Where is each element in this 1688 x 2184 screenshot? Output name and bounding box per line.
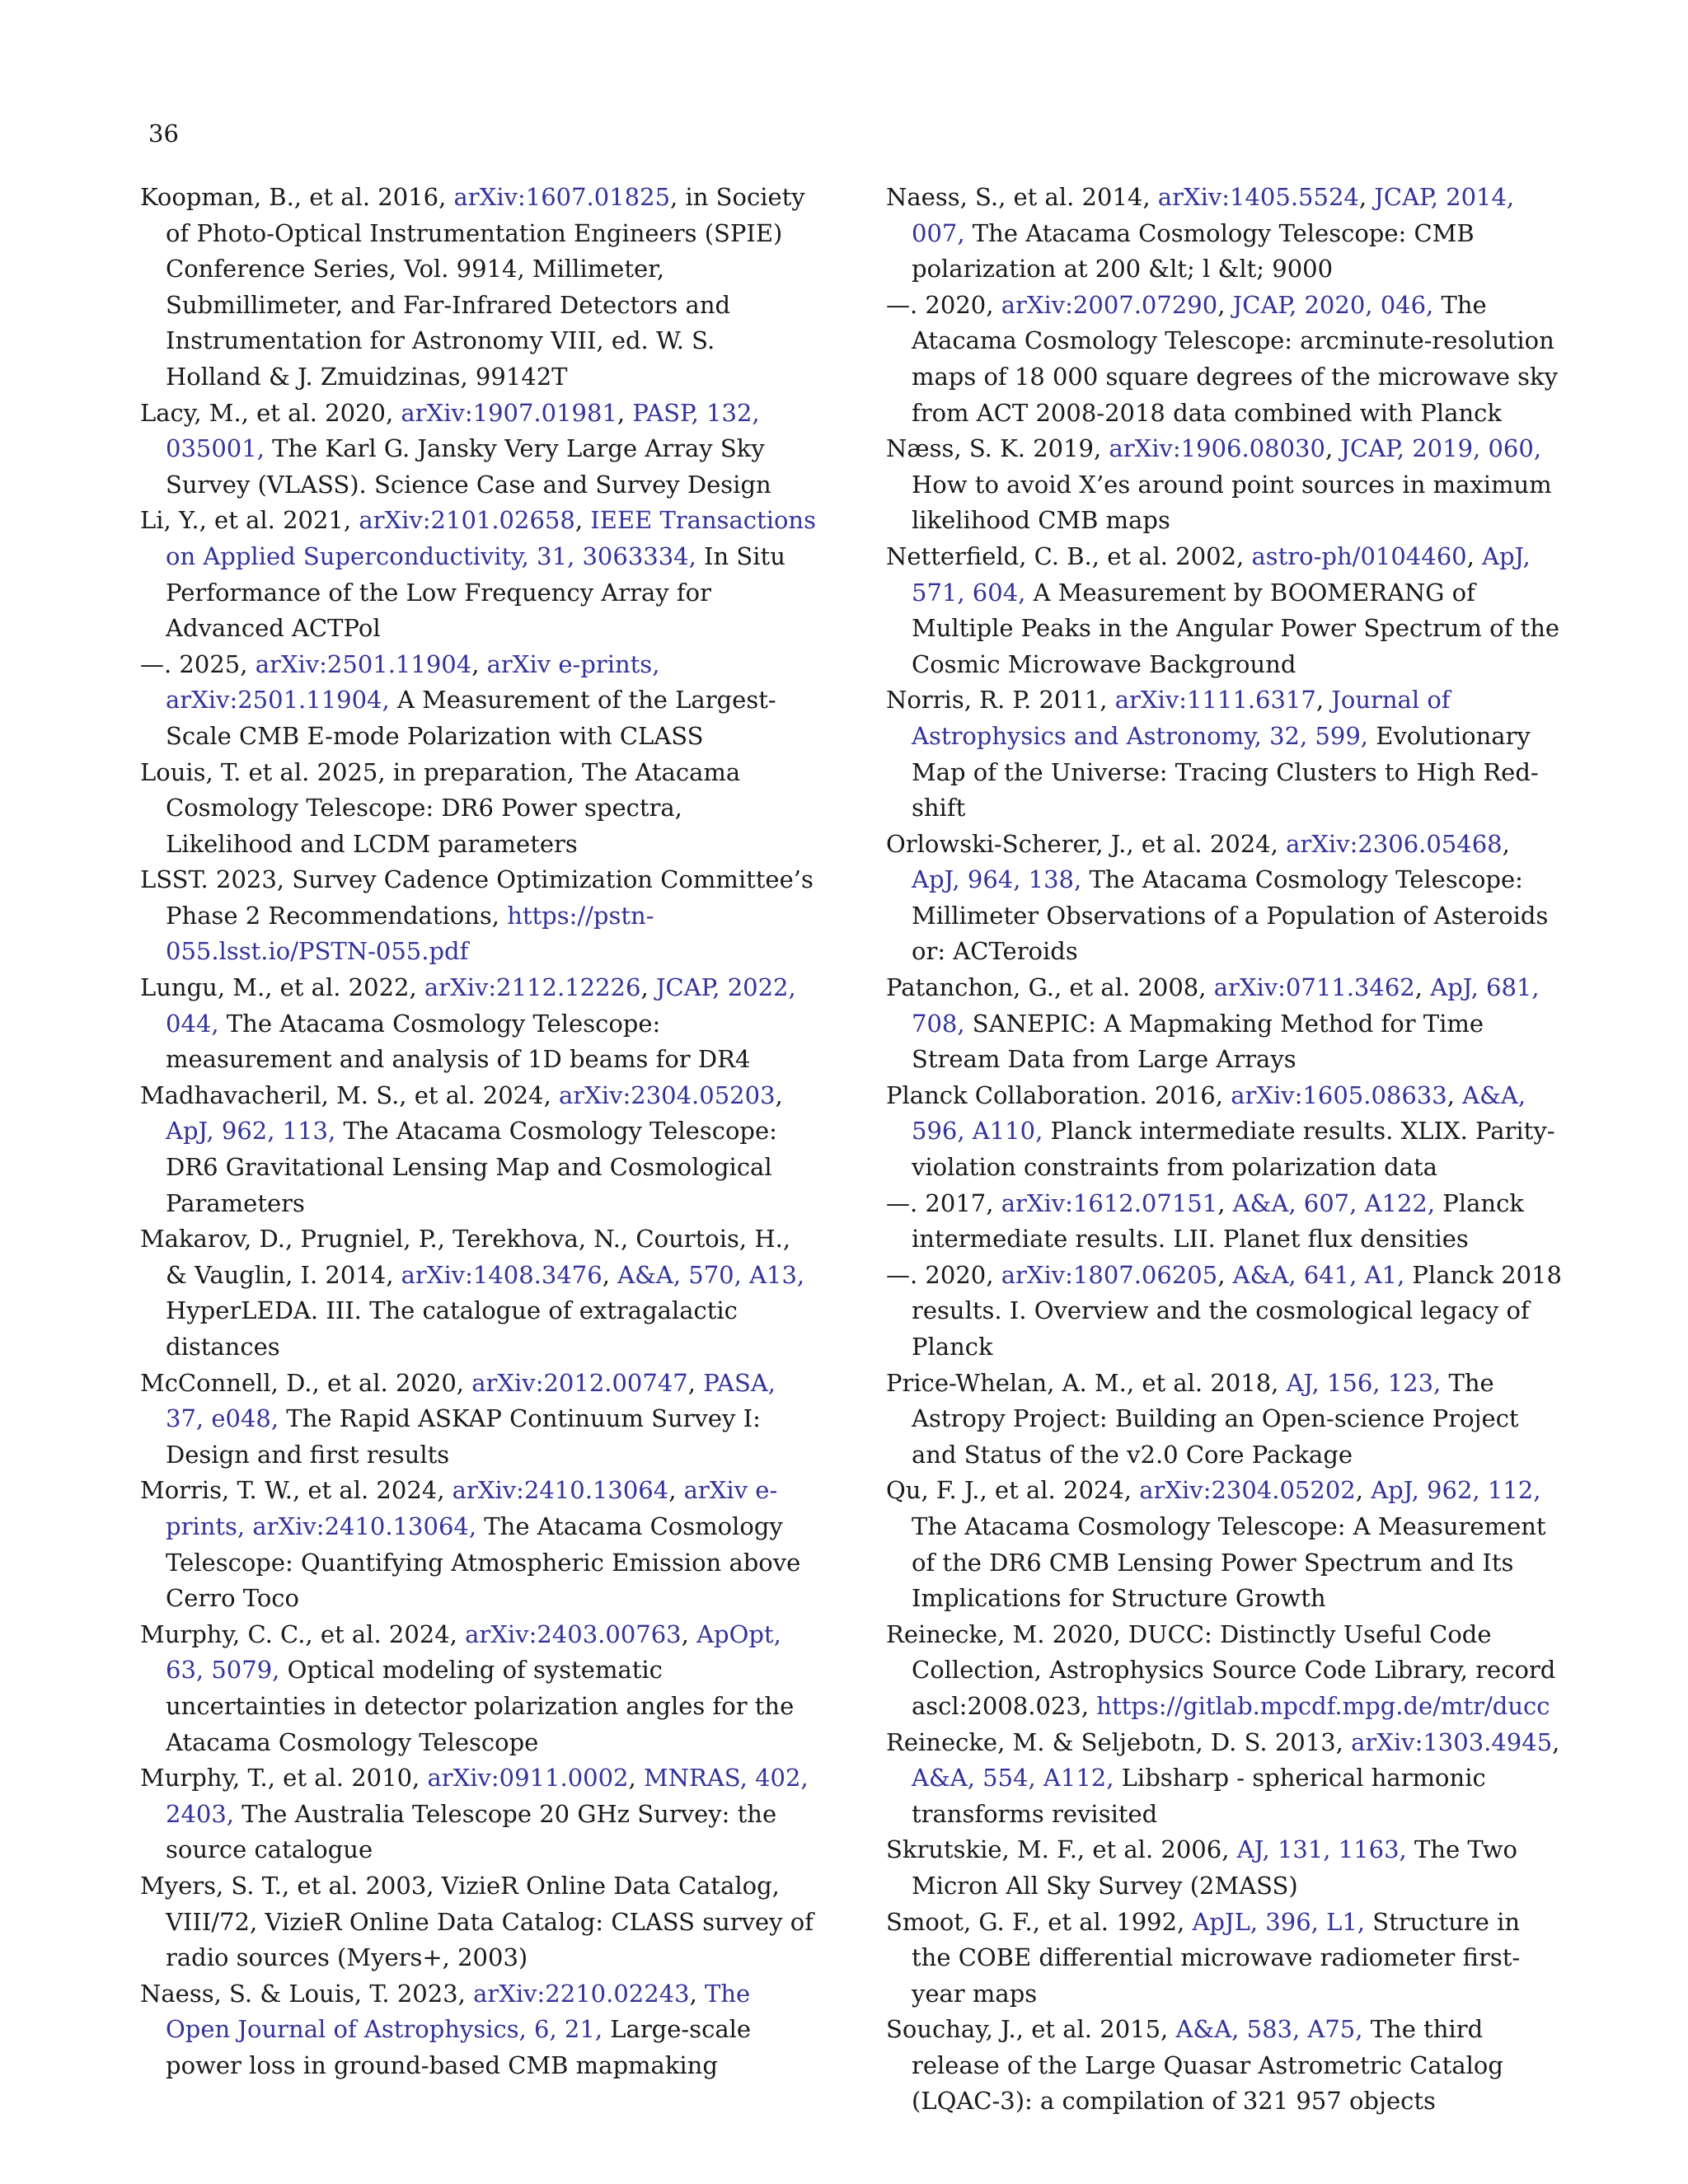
reference-entry xyxy=(886,1258,1562,1366)
reference-entry xyxy=(886,1617,1562,1725)
reference-text: , xyxy=(1552,1727,1560,1756)
reference-entry xyxy=(886,2012,1562,2120)
reference-link[interactable]: A&A, 596, A110, xyxy=(912,1080,1526,1146)
reference-link[interactable]: ApJ, 681, 708, xyxy=(912,973,1540,1038)
reference-link[interactable]: arXiv:2101.02658 xyxy=(359,506,575,535)
reference-text: , xyxy=(668,1476,684,1505)
references-right-column xyxy=(886,180,1562,2120)
reference-entry xyxy=(886,431,1562,539)
reference-entry xyxy=(886,970,1562,1078)
reference-text: Louis, T. et al. 2025, in preparation, The Atacama Cosmology Telescope: DR6 Power spectra, Likelihood and LCDM parameters xyxy=(140,757,741,858)
reference-link[interactable]: arXiv:2007.07290 xyxy=(1001,290,1218,319)
reference-link[interactable]: The Open Journal of Astrophysics, 6, 21, xyxy=(166,1979,751,2044)
references-left-column xyxy=(140,180,816,2083)
reference-text: , in Society of Photo-Optical Instrumentation Engineers (SPIE) Conference Series, Vol. 9914, Millimeter, Submillimeter, and Far-Infrared Detectors and Instrumentation for Astronomy VIII, ed. W. S. Holland & J. Zmuidzinas, 99142T xyxy=(166,183,805,391)
reference-text: How to avoid X’es around point sources in maximum likelihood CMB maps xyxy=(912,470,1552,535)
reference-text: Murphy, T., et al. 2010, xyxy=(140,1764,428,1793)
reference-text: , xyxy=(1447,1080,1463,1109)
reference-text: Murphy, C. C., et al. 2024, xyxy=(140,1619,466,1648)
reference-text: McConnell, D., et al. 2020, xyxy=(140,1368,472,1397)
reference-link[interactable]: arXiv:2306.05468 xyxy=(1286,829,1503,858)
reference-entry xyxy=(140,1617,816,1760)
reference-entry xyxy=(140,862,816,970)
reference-text: The Two Micron All Sky Survey (2MASS) xyxy=(912,1835,1517,1900)
reference-link[interactable]: A&A, 641, A1, xyxy=(1232,1260,1405,1289)
reference-text: , xyxy=(1217,1188,1233,1217)
reference-link[interactable]: arXiv:1807.06205 xyxy=(1001,1260,1218,1289)
reference-text: The Australia Telescope 20 GHz Survey: the source catalogue xyxy=(166,1799,777,1864)
reference-text: Structure in the COBE differential microwave radiometer first-year maps xyxy=(912,1907,1521,2008)
reference-text: , xyxy=(1325,434,1341,463)
reference-text: In Situ Performance of the Low Frequency Array for Advanced ACTPol xyxy=(166,541,785,643)
page-number: 36 xyxy=(148,120,179,148)
reference-text: Li, Y., et al. 2021, xyxy=(140,506,359,535)
reference-text: Planck intermediate results. XLIX. Parity-violation constraints from polarization data xyxy=(912,1117,1555,1182)
reference-text: Netterfield, C. B., et al. 2002, xyxy=(886,541,1252,570)
reference-text: —. 2020, xyxy=(886,1260,1001,1289)
reference-link[interactable]: arXiv:1907.01981 xyxy=(401,398,617,427)
reference-text: The Atacama Cosmology Telescope: measurement and analysis of 1D beams for DR4 xyxy=(166,1009,751,1074)
reference-entry xyxy=(140,396,816,504)
reference-text: A Measurement by BOOMERANG of Multiple Peaks in the Angular Power Spectrum of the Cosmic Microwave Background xyxy=(912,578,1560,678)
reference-link[interactable]: arXiv:2403.00763 xyxy=(465,1619,682,1648)
reference-text: , xyxy=(1355,1476,1372,1505)
reference-text: Koopman, B., et al. 2016, xyxy=(140,183,454,211)
reference-link[interactable]: arXiv:2012.00747 xyxy=(471,1368,688,1397)
reference-text: The Atacama Cosmology Telescope: DR6 Gravitational Lensing Map and Cosmological Parameters xyxy=(166,1117,777,1217)
reference-text: Lungu, M., et al. 2022, xyxy=(140,973,424,1002)
reference-text: Planck intermediate results. LII. Planet flux densities xyxy=(912,1188,1524,1254)
reference-link[interactable]: A&A, 583, A75, xyxy=(1175,2015,1363,2044)
reference-link[interactable]: arXiv:2304.05202 xyxy=(1139,1476,1356,1505)
reference-link[interactable]: PASP, 132, 035001, xyxy=(166,398,760,463)
reference-text: , xyxy=(775,1080,783,1109)
reference-text: Næss, S. K. 2019, xyxy=(886,434,1109,463)
reference-entry xyxy=(140,647,816,755)
reference-link[interactable]: A&A, 570, A13, xyxy=(617,1260,805,1289)
reference-text: Reinecke, M. & Seljebotn, D. S. 2013, xyxy=(886,1727,1352,1756)
reference-text: The Atacama Cosmology Telescope: arcminute-resolution maps of 18 000 square degrees of the microwave sky from ACT 2008-2018 data combined with Planck xyxy=(912,290,1558,427)
reference-entry xyxy=(886,539,1562,682)
reference-text: Skrutskie, M. F., et al. 2006, xyxy=(886,1835,1237,1864)
reference-text: The third release of the Large Quasar Astrometric Catalog (LQAC-3): a compilation of 321 957 objects xyxy=(912,2015,1503,2116)
reference-entry xyxy=(886,1725,1562,1833)
reference-link[interactable]: arXiv:2210.02243 xyxy=(473,1979,690,2008)
reference-text: Price-Whelan, A. M., et al. 2018, xyxy=(886,1368,1287,1397)
reference-entry xyxy=(140,970,816,1078)
reference-text: Large-scale power loss in ground-based CMB mapmaking xyxy=(166,2015,752,2079)
reference-link[interactable]: A&A, 554, A112, xyxy=(912,1764,1114,1793)
reference-text: Planck 2018 results. I. Overview and the cosmological legacy of Planck xyxy=(912,1260,1562,1361)
reference-text: Qu, F. J., et al. 2024, xyxy=(886,1476,1140,1505)
reference-entry xyxy=(886,1186,1562,1258)
reference-link[interactable]: https://gitlab.mpcdf.mpg.de/mtr/ducc xyxy=(1096,1691,1550,1720)
reference-text: HyperLEDA. III. The catalogue of extragalactic distances xyxy=(166,1296,738,1361)
reference-text: , xyxy=(1315,686,1332,715)
reference-link[interactable]: ApJ, 964, 138, xyxy=(912,865,1082,894)
reference-link[interactable]: arXiv:1405.5524 xyxy=(1157,183,1359,211)
reference-link[interactable]: https://pstn-055.lsst.io/PSTN-055.pdf xyxy=(166,901,654,966)
reference-text: Morris, T. W., et al. 2024, xyxy=(140,1476,452,1505)
reference-text: , xyxy=(574,506,591,535)
reference-link[interactable]: Journal of Astrophysics and Astronomy, 32, 599, xyxy=(912,686,1451,750)
reference-link[interactable]: arXiv:1303.4945 xyxy=(1351,1727,1553,1756)
reference-link[interactable]: JCAP, 2022, 044, xyxy=(166,973,796,1038)
reference-link[interactable]: arXiv:1111.6317 xyxy=(1114,686,1316,715)
reference-text: , xyxy=(689,1979,706,2008)
reference-entry xyxy=(886,682,1562,826)
reference-text: , xyxy=(1466,541,1483,570)
reference-text: Reinecke, M. 2020, DUCC: Distinctly Useful Code Collection, Astrophysics Source Code Library, record ascl:2008.023, xyxy=(886,1619,1556,1720)
reference-text: The Atacama Cosmology Telescope: Quantifying Atmospheric Emission above Cerro Toco xyxy=(166,1511,801,1613)
reference-entry xyxy=(140,1078,816,1221)
reference-text: Smoot, G. F., et al. 1992, xyxy=(886,1907,1193,1936)
reference-link[interactable]: arXiv:1605.08633 xyxy=(1231,1080,1447,1109)
reference-link[interactable]: ApJ, 962, 112, xyxy=(1371,1476,1541,1505)
reference-link[interactable]: PASA, 37, e048, xyxy=(166,1368,776,1433)
reference-text: , xyxy=(687,1368,704,1397)
reference-text: Libsharp - spherical harmonic transforms revisited xyxy=(912,1764,1486,1828)
reference-text: , xyxy=(640,973,656,1002)
reference-entry xyxy=(140,180,816,396)
reference-link[interactable]: JCAP, 2019, 060, xyxy=(1340,434,1542,463)
reference-text: The Atacama Cosmology Telescope: CMB polarization at 200 &lt; l &lt; 9000 xyxy=(912,218,1475,284)
reference-text: Optical modeling of systematic uncertainties in detector polarization angles for the Atacama Cosmology Telescope xyxy=(166,1656,795,1756)
reference-text: —. 2017, xyxy=(886,1188,1001,1217)
reference-text: Naess, S., et al. 2014, xyxy=(886,183,1158,211)
reference-entry xyxy=(140,755,816,863)
reference-entry xyxy=(886,1473,1562,1616)
reference-text: A Measurement of the Largest-Scale CMB E-mode Polarization with CLASS xyxy=(166,686,776,750)
reference-text: Lacy, M., et al. 2020, xyxy=(140,398,401,427)
reference-entry xyxy=(140,1221,816,1365)
reference-link[interactable]: IEEE Transactions on Applied Superconductivity, 31, 3063334, xyxy=(166,506,816,570)
reference-link[interactable]: AJ, 131, 1163, xyxy=(1236,1835,1407,1864)
reference-text: , xyxy=(617,398,633,427)
reference-link[interactable]: arXiv:1612.07151 xyxy=(1001,1188,1218,1217)
reference-link[interactable]: ApJ, 571, 604, xyxy=(912,541,1531,607)
reference-entry xyxy=(140,1868,816,1976)
reference-text: , xyxy=(1217,290,1233,319)
reference-entry xyxy=(886,180,1562,288)
reference-text: Madhavacheril, M. S., et al. 2024, xyxy=(140,1080,560,1109)
reference-text: Orlowski-Scherer, J., et al. 2024, xyxy=(886,829,1287,858)
reference-link[interactable]: arXiv e-prints, arXiv:2501.11904, xyxy=(166,649,660,715)
reference-entry xyxy=(886,1832,1562,1904)
reference-text: Makarov, D., Prugniel, P., Terekhova, N., Courtois, H., & Vauglin, I. 2014, xyxy=(140,1225,791,1289)
reference-link[interactable]: ApOpt, 63, 5079, xyxy=(166,1619,781,1685)
reference-text: , xyxy=(1414,973,1431,1002)
reference-text: Planck Collaboration. 2016, xyxy=(886,1080,1231,1109)
reference-link[interactable]: arXiv:1607.01825 xyxy=(453,183,671,211)
reference-text: SANEPIC: A Mapmaking Method for Time Stream Data from Large Arrays xyxy=(912,1009,1484,1074)
reference-entry xyxy=(140,1760,816,1868)
reference-text: , xyxy=(1358,183,1375,211)
reference-link[interactable]: arXiv:2304.05203 xyxy=(559,1080,776,1109)
reference-text: , xyxy=(681,1619,697,1648)
reference-text: Naess, S. & Louis, T. 2023, xyxy=(140,1979,474,2008)
reference-text: —. 2025, xyxy=(140,649,256,678)
reference-text: —. 2020, xyxy=(886,290,1001,319)
reference-text: Souchay, J., et al. 2015, xyxy=(886,2015,1176,2044)
reference-link[interactable]: arXiv e-prints, arXiv:2410.13064, xyxy=(166,1476,778,1540)
reference-entry xyxy=(140,503,816,646)
reference-entry xyxy=(886,1905,1562,2013)
reference-link[interactable]: A&A, 607, A122, xyxy=(1232,1188,1436,1217)
reference-entry xyxy=(140,1976,816,2084)
reference-link[interactable]: arXiv:0711.3462 xyxy=(1213,973,1415,1002)
reference-entry xyxy=(140,1473,816,1616)
reference-text: The Astropy Project: Building an Open-science Project and Status of the v2.0 Core Package xyxy=(912,1368,1519,1469)
reference-entry xyxy=(886,827,1562,970)
reference-text: The Rapid ASKAP Continuum Survey I: Design and first results xyxy=(166,1404,761,1469)
reference-link[interactable]: arXiv:1906.08030 xyxy=(1109,434,1325,463)
reference-text: , xyxy=(471,649,487,678)
reference-text: , xyxy=(602,1260,618,1289)
reference-text: Evolutionary Map of the Universe: Tracing Clusters to High Red-shift xyxy=(912,721,1539,823)
reference-text: Myers, S. T., et al. 2003, VizieR Online Data Catalog, VIII/72, VizieR Online Data Catalog: CLASS survey of radio sources (Myers+, 2003) xyxy=(140,1871,814,1972)
reference-link[interactable]: arXiv:1408.3476 xyxy=(401,1260,603,1289)
reference-link[interactable]: arXiv:2501.11904 xyxy=(255,649,472,678)
reference-link[interactable]: JCAP, 2014, 007, xyxy=(912,183,1515,247)
reference-link[interactable]: AJ, 156, 123, xyxy=(1286,1368,1442,1397)
reference-entry xyxy=(140,1366,816,1474)
reference-text: Patanchon, G., et al. 2008, xyxy=(886,973,1214,1002)
reference-text: , xyxy=(1217,1260,1233,1289)
reference-entry xyxy=(886,288,1562,431)
reference-entry xyxy=(886,1078,1562,1186)
reference-text: The Atacama Cosmology Telescope: Millimeter Observations of a Population of Asteroids or: ACTeroids xyxy=(912,865,1549,966)
reference-entry xyxy=(886,1366,1562,1474)
reference-link[interactable]: MNRAS, 402, 2403, xyxy=(166,1764,809,1828)
reference-text: , xyxy=(1502,829,1510,858)
reference-link[interactable]: arXiv:2410.13064 xyxy=(452,1476,669,1505)
reference-text: The Atacama Cosmology Telescope: A Measurement of the DR6 CMB Lensing Power Spectrum and Its Implications for Structure Growth xyxy=(912,1511,1546,1613)
reference-link[interactable]: ApJL, 396, L1, xyxy=(1192,1907,1366,1936)
reference-link[interactable]: astro-ph/0104460 xyxy=(1251,541,1467,570)
reference-link[interactable]: JCAP, 2020, 046, xyxy=(1232,290,1434,319)
reference-text: , xyxy=(628,1764,644,1793)
reference-text: The Karl G. Jansky Very Large Array Sky Survey (VLASS). Science Case and Survey Design xyxy=(166,434,771,499)
reference-link[interactable]: arXiv:2112.12226 xyxy=(424,973,641,1002)
reference-text: LSST. 2023, Survey Cadence Optimization Committee’s Phase 2 Recommendations, xyxy=(140,865,814,930)
reference-text: Norris, R. P. 2011, xyxy=(886,686,1115,715)
reference-link[interactable]: arXiv:0911.0002 xyxy=(427,1764,629,1793)
reference-link[interactable]: ApJ, 962, 113, xyxy=(166,1117,336,1146)
